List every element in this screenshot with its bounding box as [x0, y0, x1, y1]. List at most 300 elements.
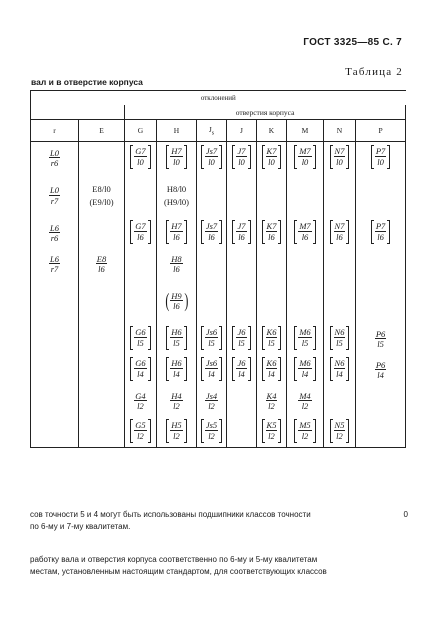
table-cell-h — [157, 416, 197, 448]
fit-fraction — [205, 421, 218, 440]
column-header-n: N — [324, 120, 356, 142]
column-header-j: J — [227, 120, 257, 142]
table-cell-e — [79, 279, 125, 323]
table-cell-g — [125, 142, 157, 174]
fit-numerator: Js6 — [205, 358, 218, 368]
fit-fraction — [375, 222, 386, 241]
fit-numerator: J6 — [237, 327, 246, 337]
fit-fraction — [236, 147, 246, 166]
fit-numerator: M4 — [299, 390, 311, 401]
fit-numerator: G6 — [135, 358, 146, 368]
fit-denominator: l2 — [336, 430, 343, 441]
fit-numerator: N6 — [334, 358, 345, 368]
table-cell-js — [197, 385, 227, 416]
fit-numerator: H7 — [171, 221, 182, 231]
fit-fraction — [266, 421, 278, 440]
fit-label: E8/l0 — [92, 183, 111, 194]
fit-denominator: l4 — [208, 368, 215, 379]
table-row — [31, 142, 406, 174]
table-cell-js — [197, 354, 227, 385]
table-subtitle: вал и в отверстие корпуса — [31, 77, 143, 87]
fit-fraction — [134, 392, 146, 411]
fit-fraction — [334, 222, 346, 241]
fit-fraction — [49, 186, 60, 205]
fit-fraction — [334, 359, 346, 378]
fit-fraction — [205, 222, 218, 241]
fit-denominator: l6 — [173, 231, 180, 242]
fit-fraction — [298, 359, 311, 378]
fit-fraction — [134, 359, 146, 378]
fit-denominator: l5 — [238, 337, 245, 348]
fit-fraction — [205, 147, 218, 166]
fit-numerator: Js5 — [205, 420, 218, 430]
fit-numerator: G4 — [135, 390, 146, 401]
fit-fraction — [170, 147, 182, 166]
footnote-text: работку вала и отверстия корпуса соответственно по 6-му и 5-му квалитетам — [30, 555, 318, 564]
table-cell-m — [287, 142, 324, 174]
column-header-js: $J_s$ — [197, 120, 227, 142]
table-cell-m — [287, 416, 324, 448]
fit-numerator: G6 — [135, 327, 146, 337]
fit-denominator: l2 — [208, 401, 215, 411]
fit-numerator: L0 — [50, 147, 59, 158]
table-cell-g — [125, 354, 157, 385]
table-cell-m — [287, 279, 324, 323]
fit-fraction — [375, 361, 386, 380]
fit-fraction — [49, 224, 60, 243]
fit-numerator: Js6 — [205, 327, 218, 337]
fit-numerator: N6 — [334, 327, 345, 337]
fit-fraction — [49, 255, 60, 274]
fit-fraction — [134, 328, 146, 347]
preferred-fit-bracket — [294, 326, 315, 350]
fit-denominator: l4 — [173, 368, 180, 379]
footnote-line — [30, 521, 408, 533]
preferred-fit-bracket — [294, 419, 315, 443]
fit-fraction — [170, 222, 182, 241]
table-cell-h — [157, 279, 197, 323]
table-cell-js — [197, 323, 227, 354]
fit-denominator: l2 — [173, 401, 180, 411]
footnote-line — [30, 554, 408, 566]
table-cell-e — [79, 173, 125, 217]
fit-numerator: H4 — [171, 390, 182, 401]
table-cell-e — [79, 217, 125, 248]
table-number: Таблица 2 — [345, 66, 403, 78]
table-cell-js — [197, 279, 227, 323]
preferred-fit-bracket — [330, 326, 350, 350]
preferred-fit-bracket — [232, 357, 250, 381]
preferred-fit-bracket — [294, 145, 315, 169]
optional-fit-parenthesis: ( $\frac{H9}{l6}$ ) — [164, 290, 189, 312]
fit-denominator: l2 — [301, 401, 309, 411]
fit-numerator: P6 — [375, 328, 386, 339]
table-cell-r — [31, 142, 79, 174]
fit-numerator: G5 — [135, 420, 146, 430]
fit-numerator: P7 — [375, 221, 386, 231]
table-cell-k — [257, 142, 287, 174]
table-cell-j — [227, 416, 257, 448]
fit-fraction — [236, 222, 246, 241]
fit-numerator: M5 — [299, 420, 311, 430]
table-cell-j — [227, 323, 257, 354]
table-cell-k — [257, 416, 287, 448]
preferred-fit-bracket — [330, 419, 350, 443]
footnote-text: местам, установленным настоящим стандартом, для соответствующих классов — [30, 567, 327, 576]
fit-label: H8/l0 — [166, 183, 187, 194]
fit-fraction — [298, 392, 311, 411]
table-cell-p — [356, 354, 406, 385]
fit-denominator: l4 — [238, 368, 245, 379]
preferred-fit-bracket — [232, 220, 250, 244]
preferred-fit-bracket — [330, 145, 350, 169]
fit-denominator: r7 — [50, 264, 59, 274]
fit-numerator: M7 — [299, 221, 311, 231]
preferred-fit-bracket — [232, 145, 250, 169]
preferred-fit-bracket — [262, 357, 282, 381]
fit-numerator: K7 — [266, 146, 277, 156]
table-row — [31, 173, 406, 217]
preferred-fit-bracket — [330, 357, 350, 381]
fit-denominator: l2 — [173, 430, 180, 441]
fit-fraction — [170, 328, 182, 347]
footnote-text: по 6-му и 7-му квалитетам. — [30, 522, 131, 531]
table-cell-n — [324, 385, 356, 416]
fit-denominator: l6 — [336, 231, 343, 242]
table-cell-js — [197, 248, 227, 279]
table-cell-r — [31, 279, 79, 323]
table-cell-m — [287, 354, 324, 385]
table-cell-n — [324, 248, 356, 279]
fit-fraction — [236, 328, 246, 347]
fit-numerator: P7 — [375, 146, 386, 156]
table-cell-h — [157, 217, 197, 248]
table-cell-h — [157, 248, 197, 279]
fit-fraction — [96, 255, 107, 274]
fit-denominator: l0 — [301, 156, 309, 167]
fit-numerator: L6 — [50, 253, 59, 264]
fit-numerator: M7 — [299, 146, 311, 156]
fit-numerator: Js7 — [205, 221, 218, 231]
table-cell-k — [257, 217, 287, 248]
preferred-fit-bracket — [201, 326, 222, 350]
table-cell-k — [257, 385, 287, 416]
table-cell-e — [79, 142, 125, 174]
fit-numerator: Js4 — [205, 390, 218, 401]
fit-numerator: J7 — [237, 221, 246, 231]
fit-denominator: l5 — [173, 337, 180, 348]
footnote-text: сов точности 5 и 4 могут быть использованы подшипники классов точности — [30, 510, 311, 519]
column-header-m: M — [287, 120, 324, 142]
table-cell-r — [31, 217, 79, 248]
table-cell-p — [356, 173, 406, 217]
fit-numerator: N7 — [334, 146, 345, 156]
fit-denominator: l6 — [377, 231, 384, 242]
table-cell-k — [257, 173, 287, 217]
fit-fraction — [375, 330, 386, 349]
fit-denominator: l2 — [268, 401, 275, 411]
fit-denominator: l6 — [301, 231, 309, 242]
table-cell-p — [356, 248, 406, 279]
fit-denominator: r7 — [50, 195, 59, 206]
fit-denominator: l4 — [301, 368, 309, 379]
fit-fraction — [170, 359, 182, 378]
fit-fraction — [266, 392, 278, 411]
table-cell-p — [356, 217, 406, 248]
table-cell-n — [324, 416, 356, 448]
fit-denominator: l2 — [268, 430, 275, 441]
fit-numerator: K6 — [266, 327, 277, 337]
table-cell-j — [227, 217, 257, 248]
fit-numerator: Js7 — [205, 146, 218, 156]
fit-numerator: K7 — [266, 221, 277, 231]
table-cell-p — [356, 142, 406, 174]
table-cell-p — [356, 323, 406, 354]
fit-label: (E9/l0) — [89, 196, 114, 207]
fit-denominator: l5 — [268, 337, 275, 348]
fit-numerator: G7 — [135, 221, 146, 231]
fit-denominator: l6 — [98, 264, 105, 274]
table-cell-h — [157, 173, 197, 217]
fit-denominator: l6 — [238, 231, 245, 242]
fit-fraction — [205, 359, 218, 378]
table-cell-n — [324, 173, 356, 217]
preferred-fit-bracket — [201, 419, 222, 443]
table-cell-e — [79, 354, 125, 385]
table-cell-j — [227, 142, 257, 174]
table-row — [31, 323, 406, 354]
table-cell-m — [287, 385, 324, 416]
fit-fraction — [266, 222, 278, 241]
fit-denominator: l2 — [208, 430, 215, 441]
fit-numerator: N5 — [334, 420, 345, 430]
header-spacer — [31, 105, 125, 120]
preferred-fit-bracket — [232, 326, 250, 350]
table-cell-g — [125, 173, 157, 217]
table-cell-js — [197, 416, 227, 448]
table-cell-r — [31, 173, 79, 217]
table-cell-m — [287, 173, 324, 217]
fit-denominator: l6 — [173, 301, 180, 311]
table-cell-r — [31, 323, 79, 354]
table-row — [31, 217, 406, 248]
fit-fraction — [298, 421, 311, 440]
fit-denominator: l0 — [268, 156, 275, 167]
fit-fraction — [298, 147, 311, 166]
footnote-tail: 0 — [403, 510, 408, 519]
column-header-h: H — [157, 120, 197, 142]
fit-numerator: L6 — [50, 222, 59, 233]
table-cell-j — [227, 248, 257, 279]
fit-fraction — [134, 421, 146, 440]
column-header-e: E — [79, 120, 125, 142]
fit-numerator: H8 — [171, 253, 182, 264]
fit-numerator: M6 — [299, 358, 311, 368]
table-row — [31, 354, 406, 385]
table-cell-k — [257, 354, 287, 385]
table-cell-h — [157, 354, 197, 385]
table-row — [31, 279, 406, 323]
column-header-r: r — [31, 120, 79, 142]
fit-numerator: H6 — [171, 327, 182, 337]
fit-denominator: l6 — [208, 231, 215, 242]
fit-numerator: L0 — [50, 185, 59, 195]
table-cell-g — [125, 323, 157, 354]
table-cell-e — [79, 248, 125, 279]
preferred-fit-bracket — [130, 145, 150, 169]
table-cell-m — [287, 217, 324, 248]
preferred-fit-bracket — [371, 145, 390, 169]
fit-denominator: l4 — [336, 368, 343, 379]
fit-numerator: K6 — [266, 358, 277, 368]
table-cell-g — [125, 279, 157, 323]
column-header-p: P — [356, 120, 406, 142]
fit-numerator: H9 — [171, 290, 182, 301]
fit-denominator: l0 — [208, 156, 215, 167]
fit-fraction — [266, 359, 278, 378]
table-cell-p — [356, 279, 406, 323]
preferred-fit-bracket — [166, 419, 186, 443]
table-row — [31, 385, 406, 416]
preferred-fit-bracket — [294, 220, 315, 244]
table-cell-h — [157, 323, 197, 354]
fit-denominator: l5 — [336, 337, 343, 348]
fit-denominator: l0 — [377, 156, 384, 167]
fit-fraction — [170, 255, 182, 274]
table-cell-js — [197, 142, 227, 174]
table-cell-e — [79, 323, 125, 354]
fit-numerator: M6 — [299, 327, 311, 337]
fit-numerator: H5 — [171, 420, 182, 430]
fit-fraction — [205, 392, 218, 411]
fit-denominator: l0 — [336, 156, 343, 167]
fit-denominator: r6 — [50, 158, 59, 168]
preferred-fit-bracket — [262, 419, 282, 443]
preferred-fit-bracket — [201, 220, 222, 244]
fit-denominator: l5 — [208, 337, 215, 348]
preferred-fit-bracket — [130, 220, 150, 244]
fit-numerator: J7 — [237, 146, 246, 156]
preferred-fit-bracket — [294, 357, 315, 381]
fit-numerator: G7 — [135, 146, 146, 156]
fit-denominator: l5 — [301, 337, 309, 348]
header-left-label: отклонений — [31, 91, 406, 106]
fit-numerator: E8 — [96, 253, 107, 264]
preferred-fit-bracket — [330, 220, 350, 244]
table-cell-g — [125, 217, 157, 248]
fit-denominator: l2 — [137, 430, 144, 441]
table-cell-k — [257, 248, 287, 279]
table-cell-n — [324, 142, 356, 174]
fit-denominator: l6 — [268, 231, 275, 242]
preferred-fit-bracket — [166, 357, 186, 381]
fit-fraction — [134, 147, 146, 166]
table-cell-p — [356, 385, 406, 416]
preferred-fit-bracket — [262, 326, 282, 350]
table-cell-n — [324, 279, 356, 323]
preferred-fit-bracket — [201, 145, 222, 169]
table-cell-r — [31, 416, 79, 448]
fit-denominator: l0 — [238, 156, 245, 167]
header-group-label: отверстия корпуса — [125, 105, 406, 120]
fit-denominator: l5 — [377, 339, 384, 349]
fit-numerator: K5 — [266, 420, 277, 430]
preferred-fit-bracket — [166, 326, 186, 350]
fit-denominator: l0 — [173, 156, 180, 167]
fit-numerator: P6 — [375, 359, 386, 370]
footnote-line — [30, 566, 408, 578]
fit-fraction — [334, 421, 346, 440]
table-cell-j — [227, 279, 257, 323]
preferred-fit-bracket — [371, 220, 390, 244]
fits-table — [30, 90, 406, 448]
fit-numerator: H7 — [171, 146, 182, 156]
column-header-g: G — [125, 120, 157, 142]
table-cell-j — [227, 354, 257, 385]
fit-denominator: l6 — [137, 231, 144, 242]
table-cell-g — [125, 385, 157, 416]
table-cell-j — [227, 173, 257, 217]
column-header-row — [31, 120, 406, 142]
preferred-fit-bracket — [130, 326, 150, 350]
fit-fraction — [266, 147, 278, 166]
column-header-k: K — [257, 120, 287, 142]
fit-denominator: l5 — [137, 337, 144, 348]
fit-fraction — [170, 392, 182, 411]
table-cell-m — [287, 248, 324, 279]
fit-numerator: H6 — [171, 358, 182, 368]
table-cell-k — [257, 279, 287, 323]
table-cell-j — [227, 385, 257, 416]
fit-fraction — [170, 292, 182, 311]
table-cell-r — [31, 248, 79, 279]
table-cell-k — [257, 323, 287, 354]
fit-denominator: l0 — [137, 156, 144, 167]
footnote-line — [30, 509, 408, 521]
fit-denominator: r6 — [50, 233, 59, 243]
preferred-fit-bracket — [166, 145, 186, 169]
fit-label: (H9/l0) — [163, 196, 190, 207]
preferred-fit-bracket — [262, 220, 282, 244]
fit-fraction — [170, 421, 182, 440]
fit-denominator: l4 — [377, 370, 384, 380]
fit-denominator: l6 — [173, 264, 180, 274]
table-cell-js — [197, 217, 227, 248]
fit-fraction — [236, 359, 246, 378]
table-cell-r — [31, 385, 79, 416]
table-cell-n — [324, 217, 356, 248]
table-row — [31, 248, 406, 279]
preferred-fit-bracket — [166, 220, 186, 244]
table-cell-h — [157, 142, 197, 174]
fit-denominator: l2 — [301, 430, 309, 441]
table-cell-h — [157, 385, 197, 416]
table-cell-n — [324, 354, 356, 385]
table-cell-n — [324, 323, 356, 354]
preferred-fit-bracket — [262, 145, 282, 169]
fit-fraction — [266, 328, 278, 347]
fit-numerator: N7 — [334, 221, 345, 231]
fit-fraction — [134, 222, 146, 241]
fit-denominator: l4 — [137, 368, 144, 379]
table-cell-g — [125, 416, 157, 448]
fit-fraction — [334, 147, 346, 166]
table-cell-r — [31, 354, 79, 385]
fit-fraction — [334, 328, 346, 347]
fit-fraction — [298, 222, 311, 241]
table-cell-e — [79, 385, 125, 416]
table-cell-m — [287, 323, 324, 354]
